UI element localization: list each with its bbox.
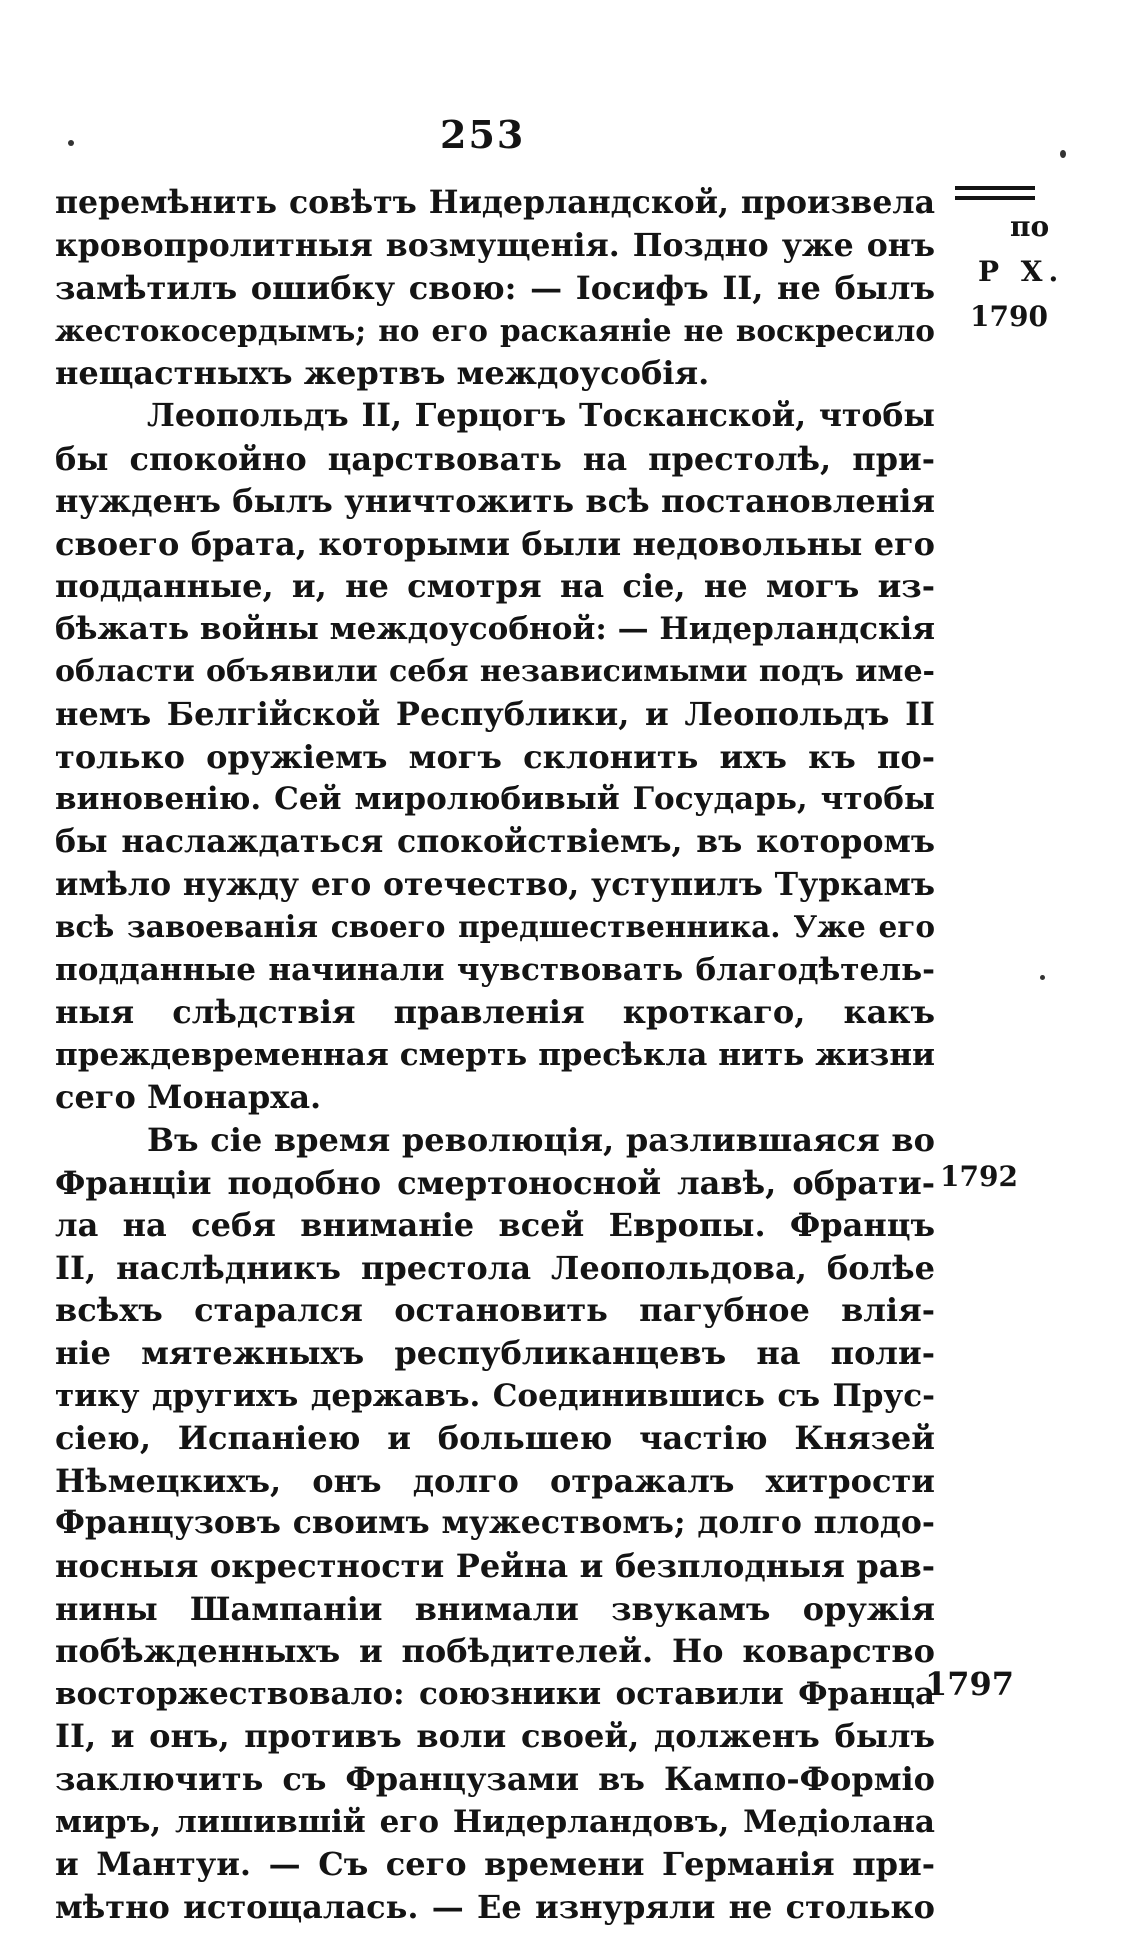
text-line: немъ Белгійской Республики, и Леопольдъ II bbox=[55, 695, 935, 734]
header-rule bbox=[955, 186, 1035, 200]
text-line: II, наслѣдникъ престола Леопольдова, болѣе bbox=[55, 1248, 935, 1287]
text-line: сіею, Испаніею и большею частію Князей bbox=[55, 1419, 935, 1458]
text-line: всѣ завоеванія своего предшественника. Уже его bbox=[55, 909, 935, 945]
text-line: тику другихъ державъ. Соединившись съ Прус- bbox=[55, 1377, 935, 1414]
text-line: подданные начинали чувствовать благодѣтель- bbox=[55, 951, 935, 988]
text-line: бы наслаждаться спокойствіемъ, въ которомъ bbox=[55, 822, 935, 860]
text-line: носныя окрестности Рейна и безплодныя рав- bbox=[55, 1547, 935, 1585]
text-line: нещастныхъ жертвъ междоусобія. bbox=[55, 354, 710, 393]
page-number: 253 bbox=[440, 112, 526, 157]
text-line: виновенію. Сей миролюбивый Государь, чтобы bbox=[55, 781, 935, 818]
text-line: подданные, и, не смотря на сіе, не могъ из- bbox=[55, 567, 935, 606]
text-line: кровопролитныя возмущенія. Поздно уже онъ bbox=[55, 226, 935, 264]
text-line: своего брата, которыми были недовольны его bbox=[55, 524, 935, 563]
text-line: Нѣмецкихъ, онъ долго отражалъ хитрости bbox=[55, 1461, 935, 1500]
text-line: бѣжать войны междоусобной: — Нидерландскія bbox=[55, 610, 936, 647]
text-line: ла на себя вниманіе всей Европы. Францъ bbox=[55, 1206, 935, 1245]
text-line: имѣло нужду его отечество, уступилъ Туркамъ bbox=[55, 865, 935, 903]
ink-speck bbox=[1040, 975, 1045, 980]
text-line: и Мантуи. — Съ сего времени Германія при- bbox=[55, 1845, 935, 1884]
text-line: заключить съ Французами въ Кампо-Форміо bbox=[55, 1759, 935, 1798]
text-line: нины Шампаніи внимали звукамъ оружія bbox=[55, 1589, 935, 1628]
text-line: жестокосердымъ; но его раскаяніе не воскресило bbox=[55, 312, 935, 348]
text-line: восторжествовало: союзники оставили Франца bbox=[55, 1675, 935, 1712]
text-line: ніе мятежныхъ республиканцевъ на поли- bbox=[55, 1334, 935, 1373]
body-text bbox=[55, 182, 935, 1928]
text-line: только оружіемъ могъ склонить ихъ къ по- bbox=[55, 737, 935, 776]
margin-note-1792: 1792 bbox=[940, 1160, 1018, 1193]
text-line: замѣтилъ ошибку свою: — Іосифъ II, не былъ bbox=[55, 269, 935, 308]
text-line: мѣтно истощалась. — Ее изнуряли не столько bbox=[55, 1887, 935, 1926]
text-line: нужденъ былъ уничтожить всѣ постановленія bbox=[55, 482, 935, 521]
text-line: всѣхъ старался остановить пагубное влія- bbox=[55, 1291, 935, 1330]
text-line: бы спокойно царствовать на престолѣ, при- bbox=[55, 439, 935, 478]
text-line: ныя слѣдствія правленія кроткаго, какъ bbox=[55, 993, 935, 1032]
text-line: Леопольдъ II, Герцогъ Тосканской, чтобы bbox=[147, 396, 935, 434]
ink-speck bbox=[68, 140, 74, 146]
margin-note-po: по bbox=[1010, 210, 1050, 243]
text-line: II, и онъ, противъ воли своей, долженъ былъ bbox=[55, 1717, 935, 1756]
text-line: Французовъ своимъ мужествомъ; долго плодо- bbox=[55, 1504, 935, 1542]
text-line: области объявили себя независимыми подъ име- bbox=[55, 653, 935, 689]
text-line: Въ сіе время революція, разлившаяся во bbox=[147, 1121, 935, 1160]
text-line: побѣжденныхъ и побѣдителей. Но коварство bbox=[55, 1632, 935, 1671]
margin-note-1797: 1797 bbox=[925, 1665, 1015, 1703]
text-line: сего Монарха. bbox=[55, 1078, 322, 1117]
text-line: миръ, лишившій его Нидерландовъ, Медіолана bbox=[55, 1803, 935, 1840]
text-line: преждевременная смерть пресѣкла нить жизни bbox=[55, 1036, 935, 1073]
margin-note-1790: 1790 bbox=[970, 300, 1048, 333]
margin-note-rx: Р Х. bbox=[978, 255, 1065, 288]
text-line: Франціи подобно смертоносной лавѣ, обрати- bbox=[55, 1163, 935, 1202]
text-line: перемѣнить совѣтъ Нидерландской, произвела bbox=[55, 184, 935, 221]
ink-speck bbox=[1060, 150, 1066, 158]
